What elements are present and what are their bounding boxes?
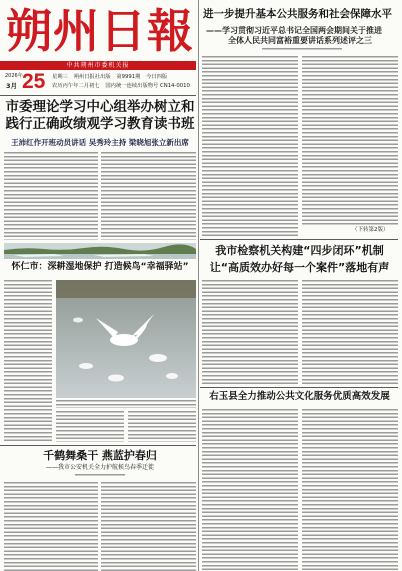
common-prosperity-headline: 进一步提升基本公共服务和社会保障水平	[203, 8, 392, 20]
masthead-subtitle-bar: 中共朔州市委机关报	[0, 61, 196, 70]
dateline-info-row-1	[52, 75, 171, 80]
study-class-subhead: 王沛红作开班动员讲话 吴秀玲主持 梁晓旭张立新出席	[11, 138, 189, 147]
swan-3	[79, 363, 93, 369]
swan-2	[149, 354, 167, 362]
study-class-headline-line-2: 践行正确政绩观学习教育读书班	[5, 116, 195, 132]
swan-6	[73, 318, 83, 323]
masthead-title: 朔州日報	[6, 4, 194, 58]
study-class-headline-line-1: 市委理论学习中心组举办树立和	[5, 99, 195, 115]
procuratorate-headline-line-1: 我市检察机关构建“四步闭环”机制	[215, 244, 384, 257]
cranes-body-col-2	[101, 482, 196, 571]
youyu-body-col-2	[302, 409, 398, 571]
date-weekday: 星期三	[52, 74, 68, 80]
procuratorate-body-col-1	[202, 280, 298, 384]
common-prosperity-subhead-line-2: 全体人民共同富裕重要讲话系列述评之三	[228, 36, 372, 45]
photo-reeds	[56, 280, 196, 298]
column-divider	[198, 0, 199, 571]
dateline-rule	[0, 95, 196, 96]
issue-number: 第9991期	[116, 74, 141, 80]
common-prosperity-subhead-line-1: ——学习贯彻习近平总书记全国两会期间关于推进	[206, 26, 382, 35]
swan-body	[110, 334, 138, 346]
study-class-body-col-1	[4, 152, 98, 240]
common-prosperity-byline	[262, 48, 342, 50]
cranes-subhead: ——我市公安机关全力护航候鸟春季迁徙	[45, 464, 154, 471]
date-year: 2026年	[5, 73, 23, 79]
publisher: 朔州日报社出版	[73, 74, 111, 80]
swan-photo-caption	[56, 400, 196, 408]
serial-number: 国内统一连续出版物号 CN14-0010	[105, 83, 190, 89]
common-prosperity-bottom-rule	[200, 239, 398, 240]
wetland-body-col-3	[128, 411, 196, 442]
swan-4	[166, 373, 178, 379]
cranes-byline	[75, 474, 125, 476]
procuratorate-bottom-rule	[200, 387, 398, 388]
youyu-body-col-1	[202, 409, 298, 571]
procuratorate-body-col-2	[302, 280, 398, 384]
cranes-body-col-1	[4, 482, 98, 571]
wetland-body-col-2	[56, 411, 124, 442]
date-day: 25	[22, 70, 46, 93]
wetland-body-col-1	[4, 280, 52, 442]
dateline-info-row-2	[52, 84, 194, 89]
date-month: 3月	[6, 82, 18, 90]
page-count: 今日四版	[146, 74, 168, 80]
study-class-body-col-2	[101, 152, 196, 240]
common-prosperity-body-col-2	[302, 56, 398, 226]
wetland-bottom-rule	[0, 445, 196, 446]
youyu-headline: 右玉县全力推动公共文化服务优质高效发展	[209, 391, 390, 402]
wetland-headline: 怀仁市：深耕湿地保护 打造候鸟“幸福驿站”	[11, 262, 189, 272]
procuratorate-headline-line-2: 让“高质效办好每一个案件”落地有声	[209, 261, 390, 274]
lunar-date: 农历丙午年二月初七	[52, 83, 100, 89]
cranes-headline: 千鹤舞桑干 燕蓝护春归	[43, 449, 157, 462]
swan-photo	[56, 280, 196, 398]
swan-5	[108, 375, 124, 382]
continued-on-page-2: （下转第2版）	[352, 227, 389, 233]
common-prosperity-body-col-1	[202, 56, 298, 236]
wetland-banner-photo	[4, 243, 196, 259]
